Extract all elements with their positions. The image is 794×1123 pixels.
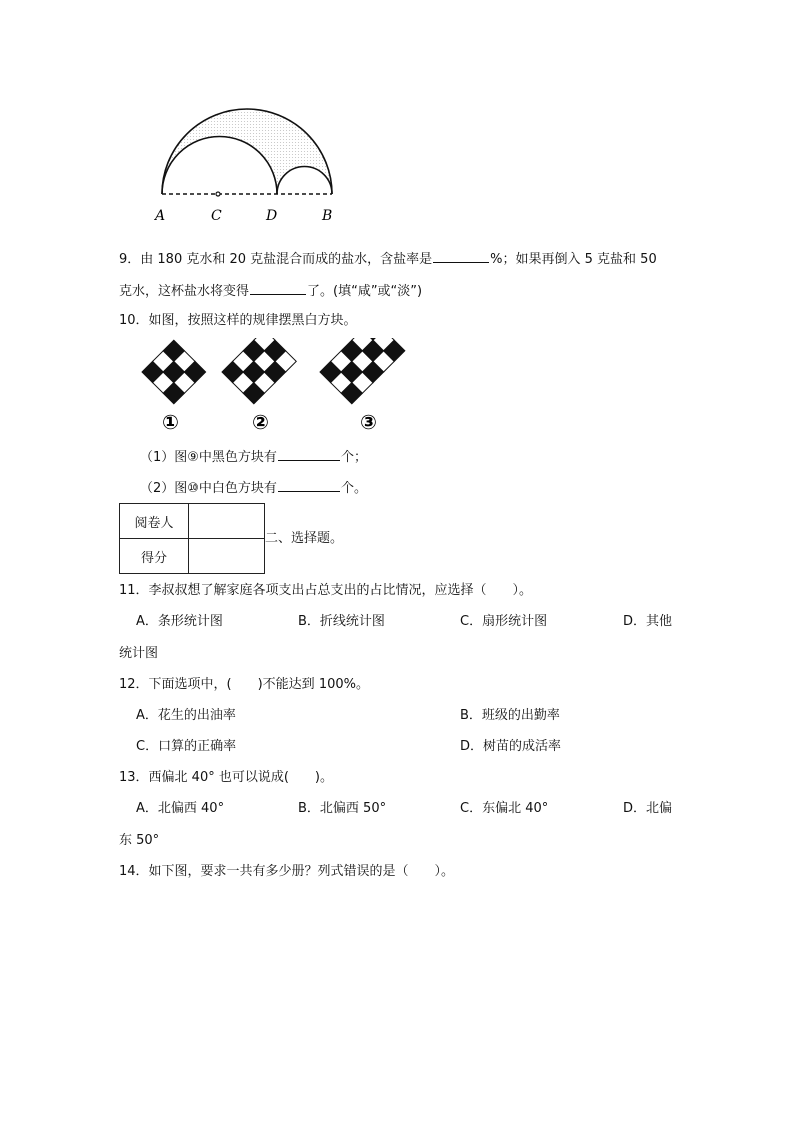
score-label: 得分 [120, 539, 189, 574]
q10-stem: 10．如图，按照这样的规律摆黑白方块。 [119, 313, 357, 328]
q13-option-a[interactable]: A．北偏西 40° [136, 801, 225, 816]
score-field[interactable] [189, 539, 265, 574]
q12-option-b[interactable]: B．班级的出勤率 [460, 708, 560, 723]
q13-option-d[interactable]: D．北偏 [623, 801, 673, 816]
figure-label-3: ③ [360, 410, 377, 434]
q12-stem: 12．下面选项中，( )不能达到 100%。 [119, 677, 369, 692]
q13-option-d-wrap: 东 50° [119, 833, 160, 848]
q9-line1 [119, 250, 657, 268]
q9-text-c: 克水，这杯盐水将变得 [119, 284, 250, 299]
label-d: D [266, 208, 278, 224]
q10-sub1 [140, 448, 367, 466]
center-point-c [216, 192, 220, 196]
q10-blank-1[interactable] [278, 448, 340, 461]
q13-stem: 13．西偏北 40° 也可以说成( )。 [119, 770, 333, 785]
q13-option-c[interactable]: C．东偏北 40° [460, 801, 549, 816]
q10-sub2 [140, 479, 367, 497]
tile-figure-2 [222, 338, 296, 404]
q12-option-a[interactable]: A．花生的出油率 [136, 708, 236, 723]
q10-sub1-text: （1）图⑨中黑色方块有 [140, 450, 277, 465]
semicircle-figure [150, 108, 350, 233]
reviewer-label: 阅卷人 [120, 504, 189, 539]
q14-stem: 14．如下图，要求一共有多少册？列式错误的是（ ）。 [119, 864, 455, 879]
q11-option-a[interactable]: A．条形统计图 [136, 614, 223, 629]
q9-text-a: 9．由 180 克水和 20 克盐混合而成的盐水，含盐率是 [119, 252, 433, 267]
q9-text-b: %；如果再倒入 5 克盐和 50 [490, 252, 657, 267]
tile-figure-3 [320, 338, 405, 404]
q11-option-d[interactable]: D．其他 [623, 614, 673, 629]
q10-sub1-end: 个； [340, 450, 367, 465]
q9-blank-2[interactable] [250, 282, 306, 295]
figure-label-2: ② [252, 410, 269, 434]
q9-line2 [119, 282, 422, 300]
q10-sub2-end: 个。 [340, 481, 367, 496]
q11-option-c[interactable]: C．扇形统计图 [460, 614, 548, 629]
q12-option-d[interactable]: D．树苗的成活率 [460, 739, 562, 754]
shaded-region [162, 109, 332, 194]
tile-figure-1 [142, 340, 206, 404]
grader-table [119, 503, 265, 574]
q9-blank-1[interactable] [433, 250, 489, 263]
section-title: 二、选择题。 [265, 531, 344, 546]
pattern-figures [138, 338, 434, 436]
label-c: C [211, 208, 222, 224]
q12-option-c[interactable]: C．口算的正确率 [136, 739, 237, 754]
q9-text-d: 了。(填“咸”或“淡”) [307, 284, 423, 299]
q11-option-b[interactable]: B．折线统计图 [298, 614, 385, 629]
q13-option-b[interactable]: B．北偏西 50° [298, 801, 387, 816]
figure-label-1: ① [162, 410, 179, 434]
label-b: B [322, 208, 333, 224]
q11-stem: 11．李叔叔想了解家庭各项支出占总支出的占比情况，应选择（ ）。 [119, 583, 533, 598]
label-a: A [155, 208, 166, 224]
reviewer-field[interactable] [189, 504, 265, 539]
q11-option-d-wrap: 统计图 [119, 646, 159, 661]
q10-blank-2[interactable] [278, 479, 340, 492]
q10-sub2-text: （2）图⑩中白色方块有 [140, 481, 277, 496]
